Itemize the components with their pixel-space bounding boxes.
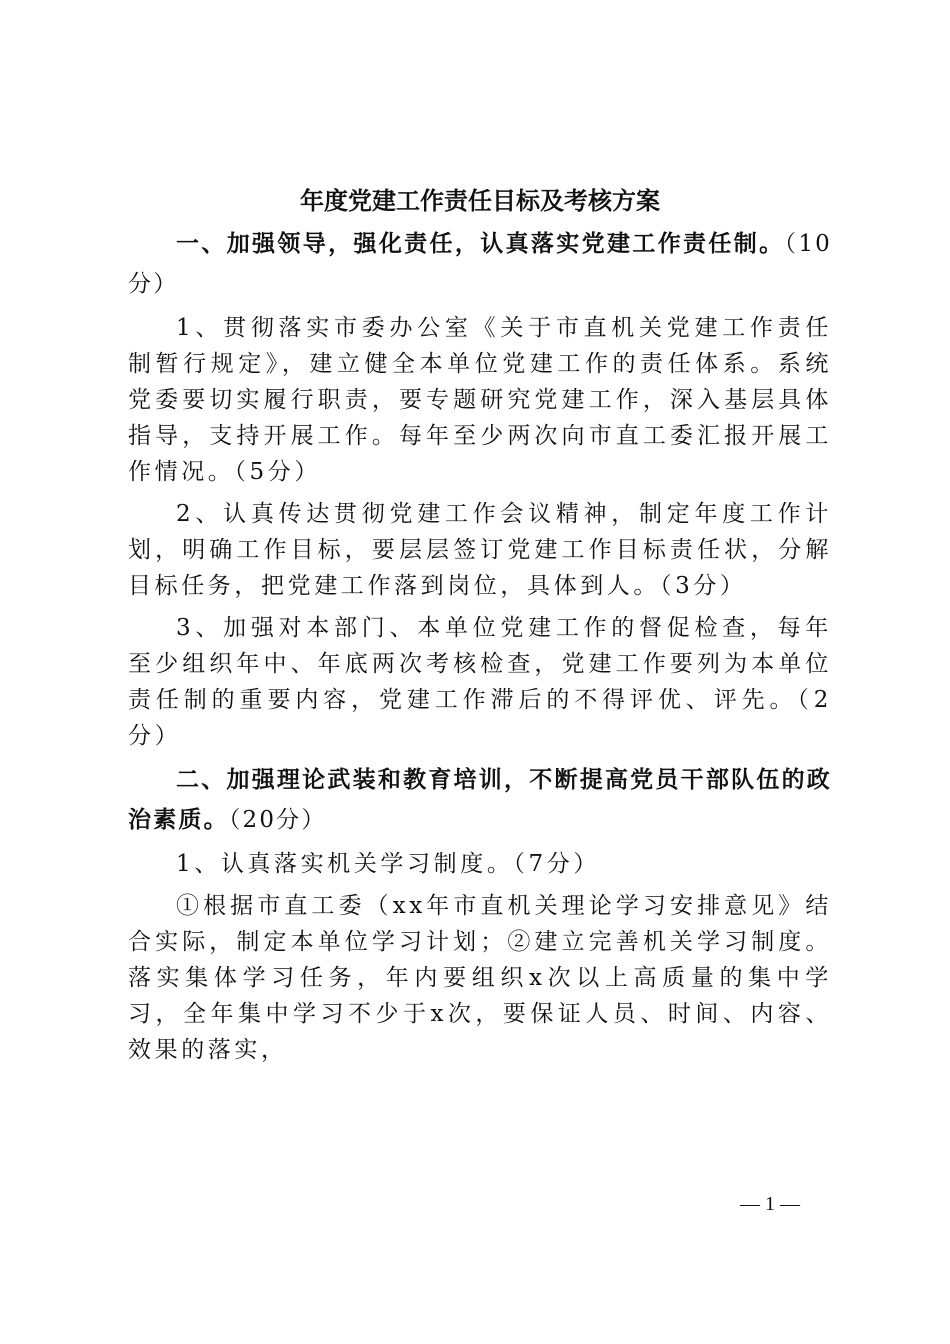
section-heading-text: 一、加强领导，强化责任，认真落实党建工作责任制。: [176, 231, 785, 257]
section-heading-1: [128, 224, 832, 304]
section-heading-text: 二、加强理论武装和教育培训，不断提高党员干部队伍的政治素质。: [128, 767, 832, 833]
page-number: — 1 —: [740, 1193, 800, 1215]
paragraph: 2、认真传达贯彻党建工作会议精神，制定年度工作计划，明确工作目标，要层层签订党建工作目标责任状，分解目标任务，把党建工作落到岗位，具体到人。（3分）: [128, 501, 832, 599]
document-title: 年度党建工作责任目标及考核方案: [300, 186, 660, 215]
section-score: （20分）: [228, 807, 327, 833]
document-page: [128, 186, 832, 1074]
paragraph: 3、加强对本部门、本单位党建工作的督促检查，每年至少组织年中、年底两次考核检查，党建工作要列为本单位责任制的重要内容，党建工作滞后的不得评优、评先。（2分）: [128, 615, 832, 749]
paragraph: 1、贯彻落实市委办公室《关于市直机关党建工作责任制暂行规定》，建立健全本单位党建工作的责任体系。系统党委要切实履行职责，要专题研究党建工作，深入基层具体指导，支持开展工作。每年至少两次向市直工委汇报开展工作情况。（5分）: [128, 315, 832, 485]
section-heading-2: [128, 760, 832, 840]
paragraph: 1、认真落实机关学习制度。（7分）: [176, 851, 600, 877]
section-score: （10分）: [128, 231, 832, 297]
paragraph: ①根据市直工委（xx年市直机关理论学习安排意见》结合实际，制定本单位学习计划；②建立完善机关学习制度。落实集体学习任务，年内要组织x次以上高质量的集中学习，全年集中学习不少于x次，要保证人员、时间、内容、效果的落实，: [128, 893, 832, 1063]
